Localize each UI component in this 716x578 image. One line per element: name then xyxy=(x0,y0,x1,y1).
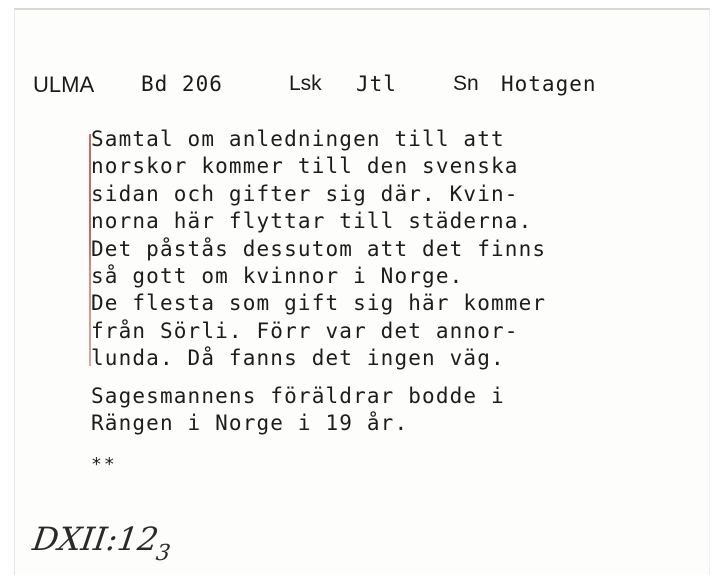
socken-value: Hotagen xyxy=(501,72,597,96)
text-line: norskor kommer till den svenska xyxy=(91,154,519,179)
text-line: lunda. Då fanns det ingen väg. xyxy=(91,346,505,371)
text-line: De flesta som gift sig här kommer xyxy=(91,291,547,316)
archive-title: ULMA xyxy=(33,72,95,97)
text-line: från Sörli. Förr var det annor- xyxy=(91,318,519,343)
paragraph-1 xyxy=(91,126,546,373)
landskap-value: Jtl xyxy=(356,72,397,96)
paragraph-2 xyxy=(91,383,546,438)
socken-label: Sn xyxy=(453,72,479,95)
text-line: Samtal om anledningen till att xyxy=(91,127,505,151)
archive-card xyxy=(14,8,710,575)
annotation-main: DXII:12 xyxy=(30,520,161,558)
end-stars: ** xyxy=(91,454,117,476)
text-line: så gott om kvinnor i Norge. xyxy=(91,264,464,289)
landskap-label: Lsk xyxy=(289,72,322,95)
text-line: sidan och gifter sig där. Kvin- xyxy=(91,181,519,206)
text-line: Det påstås dessutom att det finns xyxy=(91,236,547,261)
card-header xyxy=(15,72,709,102)
text-line: Rängen i Norge i 19 år. xyxy=(91,411,409,436)
text-line: Sagesmannens föräldrar bodde i xyxy=(91,383,505,408)
volume-number: Bd 206 xyxy=(141,72,223,96)
card-body xyxy=(91,126,546,479)
annotation-sub: 3 xyxy=(154,541,172,566)
handwritten-annotation xyxy=(30,520,175,566)
text-line: norna här flyttar till städerna. xyxy=(91,209,533,234)
